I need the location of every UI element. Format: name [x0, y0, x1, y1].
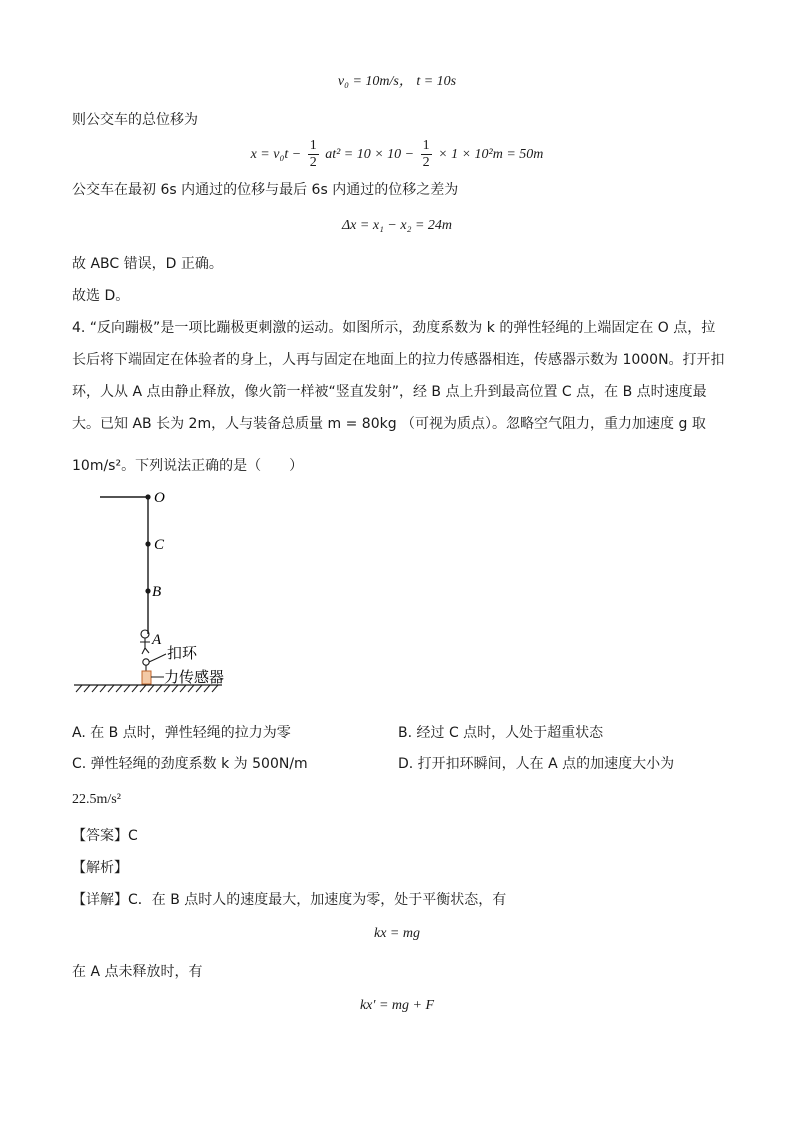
equation-initial-conditions: v₀ = 10m/s， t = 10s: [337, 74, 457, 89]
label-buckle: 扣环: [167, 646, 198, 662]
question-4-line-2: 长后将下端固定在体验者的身上，人再与固定在地面上的拉力传感器相连，传感器示数为 1000N。打开扣: [72, 352, 725, 368]
detail-tag: 【详解】: [72, 892, 128, 908]
force-sensor: [142, 671, 151, 684]
answer-line: [72, 826, 138, 846]
fraction-half-1: [308, 138, 319, 171]
detail-line: [72, 890, 506, 910]
person-icon: [140, 630, 150, 654]
point-c: [145, 541, 150, 546]
answer-value: C: [128, 828, 138, 844]
label-c: C: [154, 537, 165, 553]
eq2-mid: at² = 10 × 10 −: [325, 147, 415, 162]
fraction-denominator: 2: [422, 155, 430, 171]
point-o: [145, 494, 150, 499]
question-4-line-1: 4. “反向蹦极”是一项比蹦极更刺激的运动。如图所示，劲度系数为 k 的弹性轻绳的上端固定在 O 点，拉: [72, 320, 716, 336]
fraction-numerator: 1: [422, 138, 430, 154]
equation-total-displacement: [0, 138, 794, 172]
label-sensor: 力传感器: [164, 670, 225, 686]
fraction-half-2: [421, 138, 432, 171]
option-a: A. 在 B 点时，弹性轻绳的拉力为零: [72, 725, 291, 741]
text-conclusion-1: 故 ABC 错误，D 正确。: [72, 256, 223, 272]
detail-text: C．在 B 点时人的速度最大，加速度为零，处于平衡状态，有: [128, 892, 507, 908]
fraction-numerator: 1: [309, 138, 317, 154]
equation-at-a: kx′ = mg + F: [359, 998, 435, 1013]
eq2-rhs: × 1 × 10²m = 50m: [438, 147, 544, 162]
option-c: C. 弹性轻绳的劲度系数 k 为 500N/m: [72, 756, 308, 772]
question-4-line-4: 大。已知 AB 长为 2m，人与装备总质量 m = 80kg （可视为质点）。忽略空气阻力，重力加速度 g 取: [72, 416, 706, 432]
equation-equilibrium: kx = mg: [374, 926, 420, 941]
analysis-tag: 【解析】: [72, 860, 128, 876]
label-o: O: [154, 490, 165, 506]
eq2-lhs: x = v₀t −: [250, 147, 302, 162]
text-before-release: 在 A 点未释放时，有: [72, 964, 203, 980]
text-total-displacement: 则公交车的总位移为: [72, 112, 198, 128]
ground-hatch: [74, 685, 222, 692]
reverse-bungee-figure: [72, 486, 252, 706]
question-4-line-5: 10m/s²。下列说法正确的是（ ）: [72, 458, 304, 474]
buckle-ring: [143, 659, 149, 665]
question-4-line-3: 环，人从 A 点由静止释放，像火箭一样被“竖直发射”，经 B 点上升到最高位置 C 点，在 B 点时速度最: [72, 384, 707, 400]
fraction-denominator: 2: [309, 155, 317, 171]
option-d: D. 打开扣环瞬间，人在 A 点的加速度大小为: [398, 756, 675, 772]
label-a: A: [152, 632, 162, 648]
answer-tag: 【答案】: [72, 828, 128, 844]
option-b: B. 经过 C 点时，人处于超重状态: [398, 725, 604, 741]
label-b: B: [152, 584, 162, 600]
text-conclusion-2: 故选 D。: [72, 288, 130, 304]
buckle-pointer-line: [149, 654, 166, 662]
point-b: [145, 588, 150, 593]
option-d-continued: 22.5m/s²: [72, 792, 121, 807]
equation-delta-x: Δx = x₁ − x₂ = 24m: [341, 218, 453, 233]
text-displacement-difference: 公交车在最初 6s 内通过的位移与最后 6s 内通过的位移之差为: [72, 182, 459, 198]
